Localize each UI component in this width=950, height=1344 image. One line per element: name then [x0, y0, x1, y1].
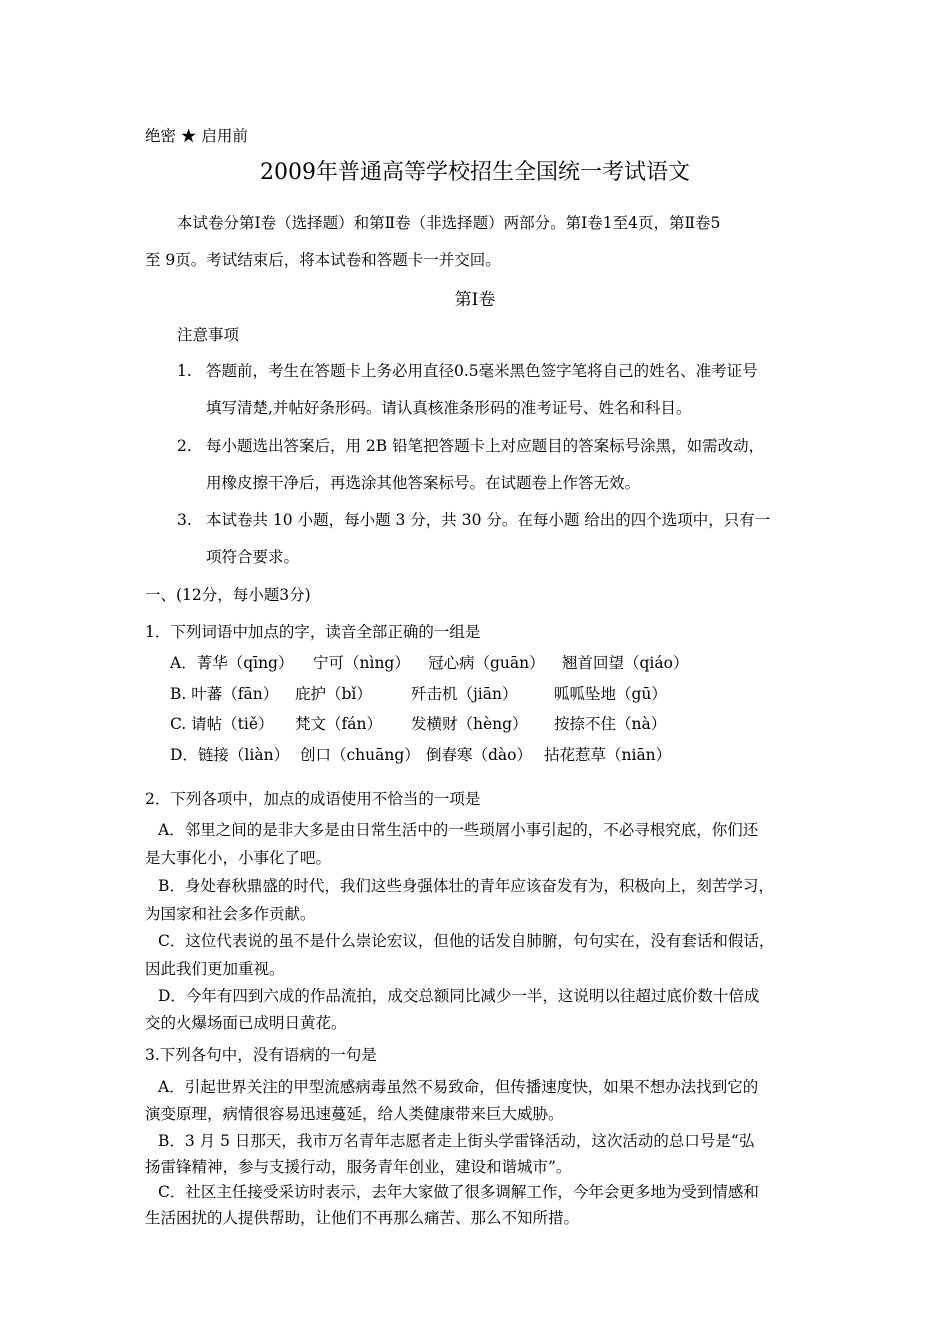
q3-a-line-1: A．引起世界关注的甲型流感病毒虽然不易致命，但传播速度快，如果不想办法找到它的	[158, 1078, 759, 1096]
q1-option-b-3: 歼击机（jiān）	[411, 685, 518, 703]
q1-option-b-1: B. 叶蕃（fān）	[170, 685, 279, 703]
q1-option-d-3: 倒春寒（dào）	[426, 746, 532, 764]
q2-b-line-1: B．身处春秋鼎盛的时代，我们这些身强体壮的青年应该奋发有为，积极向上，刻苦学习，	[158, 877, 774, 895]
q1-option-a-2: 宁可（nìng）	[313, 654, 410, 672]
secrecy-label: 绝密 ★ 启用前	[145, 127, 248, 145]
q2-c-line-1: C．这位代表说的虽不是什么崇论宏议，但他的话发自肺腑，句句实在，没有套话和假话，	[158, 932, 775, 950]
q2-d-line-2: 交的火爆场面已成明日黄花。	[145, 1014, 347, 1032]
q3-c-line-1: C．社区主任接受采访时表示，去年大家做了很多调解工作，今年会更多地为受到情感和	[158, 1183, 759, 1201]
q3-a-line-2: 演变原理，病情很容易迅速蔓延，给人类健康带来巨大威胁。	[145, 1105, 564, 1123]
q2-c-line-2: 因此我们更加重视。	[145, 960, 285, 978]
q2-a-line-2: 是大事化小，小事化了吧。	[145, 849, 332, 867]
q1-option-a-4: 翘首回望（qiáo）	[562, 654, 689, 672]
q1-option-d-1: D．链接（liàn）	[170, 746, 290, 764]
q1-stem: 1．下列词语中加点的字，读音全部正确的一组是	[145, 623, 481, 641]
q2-a-line-1: A．邻里之间的是非大多是由日常生活中的一些琐屑小事引起的，不必寻根究底，你们还	[158, 821, 759, 839]
note-1-line-1: 答题前，考生在答题卡上务必用直径0.5毫米黑色签字笔将自己的姓名、准考证号	[206, 362, 758, 380]
q1-option-d-2: 创口（chuāng）	[300, 746, 420, 764]
q1-option-c-3: 发横财（hèng）	[411, 715, 528, 733]
note-3-line-2: 项符合要求。	[206, 548, 300, 566]
note-2-line-2: 用橡皮擦干净后，再选涂其他答案标号。在试题卷上作答无效。	[206, 474, 641, 492]
q1-option-a-3: 冠心病（guān）	[428, 654, 545, 672]
q1-option-b-2: 庇护（bǐ）	[295, 685, 372, 703]
q1-option-d-4: 拈花惹草（niān）	[544, 746, 672, 764]
q1-option-c-2: 梵文（fán）	[295, 715, 382, 733]
q2-b-line-2: 为国家和社会多作贡献。	[145, 905, 316, 923]
q1-option-a	[170, 653, 688, 673]
q3-b-line-2: 扬雷锋精神，参与支援行动，服务青年创业，建设和谐城市”。	[145, 1158, 572, 1176]
q3-b-line-1: B．3 月 5 日那天，我市万名青年志愿者走上街头学雷锋活动，这次活动的总口号是“弘	[158, 1132, 755, 1150]
note-3-num: 3.	[177, 511, 192, 529]
note-2-num: 2.	[177, 437, 192, 455]
q3-stem: 3.下列各句中，没有语病的一句是	[145, 1046, 377, 1064]
q2-stem: 2．下列各项中，加点的成语使用不恰当的一项是	[145, 790, 481, 808]
q1-option-b-4: 呱呱坠地（gū）	[554, 685, 667, 703]
intro-line-2: 至 9页。考试结束后，将本试卷和答题卡一并交回。	[145, 251, 501, 269]
section-1-heading: 一、(12分，每小题3分)	[145, 586, 311, 604]
note-3-line-1: 本试卷共 10 小题，每小题 3 分，共 30 分。在每小题 给出的四个选项中，只有一	[206, 511, 771, 529]
q1-option-c-1: C. 请帖（tiě）	[170, 715, 274, 733]
note-2-line-1: 每小题选出答案后，用 2B 铅笔把答题卡上对应题目的答案标号涂黑，如需改动，	[206, 437, 765, 455]
note-1-line-2: 填写清楚,并帖好条形码。请认真核准条形码的准考证号、姓名和科目。	[206, 399, 692, 417]
q1-option-d	[170, 745, 671, 765]
q2-d-line-1: D．今年有四到六成的作品流拍，成交总额同比减少一半，这说明以往超过底价数十倍成	[158, 987, 760, 1005]
note-1-num: 1.	[177, 362, 192, 380]
q1-option-c	[170, 714, 666, 734]
q1-option-c-4: 按捺不住（nà）	[554, 715, 667, 733]
q1-option-a-1: A．菁华（qīng）	[170, 654, 294, 672]
intro-line-1: 本试卷分第Ⅰ卷（选择题）和第Ⅱ卷（非选择题）两部分。第Ⅰ卷1至4页，第Ⅱ卷5	[177, 214, 721, 232]
q1-option-b	[170, 684, 667, 704]
volume-title: 第Ⅰ卷	[454, 290, 496, 310]
q3-c-line-2: 生活困扰的人提供帮助，让他们不再那么痛苦、那么不知所措。	[145, 1209, 580, 1227]
page-title: 2009年普通高等学校招生全国统一考试语文	[260, 160, 690, 185]
notes-heading: 注意事项	[177, 326, 240, 344]
